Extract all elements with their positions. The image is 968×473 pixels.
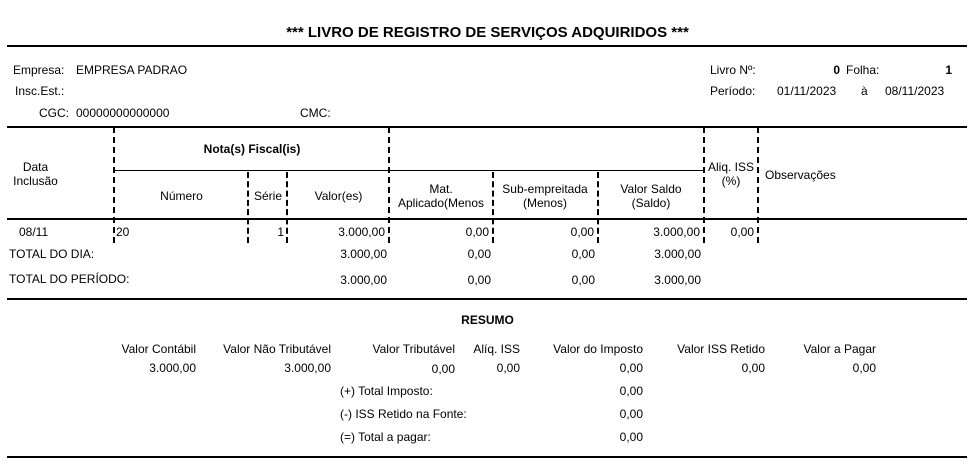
col-header-valores: Valor(es) <box>314 189 363 203</box>
total-dia-mat: 0,00 <box>467 247 491 261</box>
folha-label: Folha: <box>846 63 880 77</box>
resumo-header-nao-trib: Valor Não Tributável <box>223 342 331 356</box>
resumo-value-iss-retido: 0,00 <box>741 361 765 375</box>
resumo-title: RESUMO <box>461 313 514 327</box>
col-header-sub: Sub-empreitada (Menos) <box>502 182 588 210</box>
col-header-obs: Observações <box>765 168 836 182</box>
total-imposto-label: (+) Total Imposto: <box>340 384 433 398</box>
row-numero: 20 <box>116 225 130 239</box>
resumo-value-a-pagar: 0,00 <box>852 361 876 375</box>
nf-group-divider <box>115 170 703 171</box>
col-header-numero: Número <box>160 189 203 203</box>
col-header-data: Data Inclusão <box>13 160 58 188</box>
resumo-header-trib: Valor Tributável <box>372 342 455 356</box>
total-periodo-sub: 0,00 <box>571 273 595 287</box>
table-header-bottom <box>7 218 967 220</box>
empresa-label: Empresa: <box>13 63 65 77</box>
row-aliq: 0,00 <box>730 225 754 239</box>
total-dia-sub: 0,00 <box>571 247 595 261</box>
periodo-sep: à <box>861 84 868 98</box>
resumo-header-a-pagar: Valor a Pagar <box>803 342 876 356</box>
livro-label: Livro Nº: <box>710 63 756 77</box>
total-pagar-value: 0,00 <box>619 430 643 444</box>
col-sep-aliq <box>757 127 759 243</box>
total-dia-saldo: 3.000,00 <box>654 247 701 261</box>
row-sub: 0,00 <box>570 225 594 239</box>
resumo-value-contabil: 3.000,00 <box>149 361 196 375</box>
resumo-value-trib: 0,00 <box>431 362 455 376</box>
resumo-header-aliq: Alíq. ISS <box>473 342 520 356</box>
col-group-nota-fiscal: Nota(s) Fiscal(is) <box>203 142 301 156</box>
cgc-label: CGC: <box>39 106 69 120</box>
cgc-value: 00000000000000 <box>76 106 170 120</box>
row-serie: 1 <box>277 225 284 239</box>
col-header-saldo: Valor Saldo (Saldo) <box>620 182 682 210</box>
total-periodo-mat: 0,00 <box>467 273 491 287</box>
total-dia-label: TOTAL DO DIA: <box>9 247 95 261</box>
col-sep-sub <box>597 172 599 243</box>
total-pagar-label: (=) Total a pagar: <box>340 430 431 444</box>
periodo-start: 01/11/2023 <box>777 84 837 98</box>
resumo-value-nao-trib: 3.000,00 <box>284 361 331 375</box>
livro-value: 0 <box>833 63 840 77</box>
total-imposto-value: 0,00 <box>619 384 643 398</box>
iss-retido-fonte-value: 0,00 <box>619 407 643 421</box>
col-sep-data <box>113 127 115 243</box>
row-saldo: 3.000,00 <box>653 225 700 239</box>
resumo-value-imposto: 0,00 <box>619 361 643 375</box>
empresa-value: EMPRESA PADRAO <box>76 63 188 77</box>
insc-label: Insc.Est.: <box>15 84 65 98</box>
page-bottom-border <box>7 456 967 458</box>
row-data: 08/11 <box>19 225 49 239</box>
resumo-header-imposto: Valor do Imposto <box>553 342 643 356</box>
folha-value: 1 <box>945 63 952 77</box>
col-header-mat: Mat. Aplicado(Menos <box>397 182 485 210</box>
row-valor: 3.000,00 <box>338 225 385 239</box>
title-divider <box>7 45 967 47</box>
resumo-value-aliq: 0,00 <box>496 361 520 375</box>
cmc-label: CMC: <box>300 106 331 120</box>
report-title: *** LIVRO DE REGISTRO DE SERVIÇOS ADQUIRIDOS *** <box>286 24 689 41</box>
resumo-top-border <box>7 298 967 300</box>
col-header-aliq: Aliq. ISS (%) <box>707 160 755 188</box>
total-dia-valor: 3.000,00 <box>340 247 387 261</box>
iss-retido-fonte-label: (-) ISS Retido na Fonte: <box>340 407 467 421</box>
periodo-end: 08/11/2023 <box>885 84 945 98</box>
periodo-label: Período: <box>710 84 756 98</box>
col-sep-mat <box>492 172 494 243</box>
resumo-header-contabil: Valor Contábil <box>121 342 196 356</box>
col-header-serie: Série <box>253 189 282 203</box>
col-sep-numero <box>247 172 249 243</box>
resumo-header-iss-retido: Valor ISS Retido <box>677 342 765 356</box>
total-periodo-saldo: 3.000,00 <box>654 273 701 287</box>
row-mat: 0,00 <box>465 225 489 239</box>
total-periodo-label: TOTAL DO PERÍODO: <box>9 272 130 286</box>
table-top-border <box>7 126 967 128</box>
col-sep-serie <box>286 172 288 243</box>
total-periodo-valor: 3.000,00 <box>340 273 387 287</box>
